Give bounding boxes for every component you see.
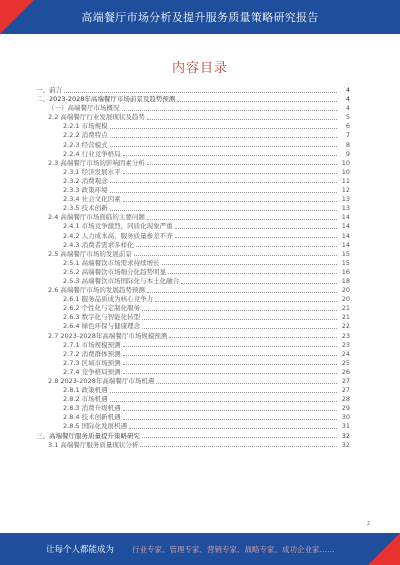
toc-entry-page: 14 [341,213,350,222]
toc-entry-page: 16 [341,267,350,276]
toc-leader-dots [142,437,337,438]
toc-entry[interactable] [36,332,350,341]
toc-entry[interactable] [36,368,350,377]
toc-entry[interactable] [36,186,350,195]
report-title: 高端餐厅市场分析及提升服务质量策略研究报告 [81,11,319,24]
toc-leader-dots [175,228,337,229]
toc-entry[interactable] [36,95,350,104]
toc-entry-label: 2.3.4 社会文化因素 [63,195,121,204]
toc-entry-label: 2.7.2 消费群体预测 [63,349,121,358]
toc-entry-page: 28 [341,395,350,404]
toc-leader-dots [147,292,337,293]
table-of-contents [36,86,350,450]
toc-entry-label: 2.8.2 市场机遇 [63,395,108,404]
toc-entry-label: 2.6.4 绿色环保与健康理念 [63,322,141,331]
toc-entry-page: 15 [341,249,350,258]
toc-entry-page: 21 [341,313,350,322]
toc-entry-label: 2.8.5 国际化发展机遇 [63,422,128,431]
toc-entry-page: 10 [341,167,350,176]
toc-entry[interactable] [36,441,350,450]
toc-entry-label: 2.6 高端餐厅市场的发展趋势预测 [48,286,145,295]
toc-leader-dots [123,364,337,365]
toc-entry-label: 2.6.3 数字化与智能化转型 [63,313,141,322]
toc-leader-dots [136,246,337,247]
toc-entry[interactable] [36,359,350,368]
toc-entry-page: 12 [341,186,350,195]
toc-entry-label: 2.3.2 消费观念 [63,176,108,185]
toc-entry-page: 32 [341,431,350,440]
toc-entry[interactable] [36,104,350,113]
toc-leader-dots [110,401,337,402]
footer-roles: 行业专家、管理专家、营销专家、战略专家、成功企业家…… [132,545,335,554]
toc-entry-label: 三、高端餐厅服务质量提升策略研究 [36,431,140,440]
toc-leader-dots [123,173,337,174]
toc-entry-label: 3.1 高端餐厅服务质量现状分析 [48,440,139,449]
toc-leader-dots [177,101,337,102]
toc-entry[interactable] [36,113,350,122]
toc-entry-label: 2.4.3 消费者需求多样化 [63,240,134,249]
toc-entry-label: 2.6.2 个性化与定制化服务 [63,304,141,313]
footer-slogan: 让每个人都能成为 [46,545,115,555]
toc-entry-page: 31 [341,422,350,431]
toc-entry-label: 2.4 高端餐厅市场面临的主要问题 [48,213,145,222]
toc-entry-page: 9 [345,149,350,158]
toc-entry-page: 30 [341,413,350,422]
toc-entry[interactable] [36,268,350,277]
toc-entry-label: 2.7.3 区域市场预测 [63,358,121,367]
toc-entry[interactable] [36,259,350,268]
toc-entry[interactable] [36,295,350,304]
toc-entry[interactable] [36,159,350,168]
toc-leader-dots [123,155,337,156]
toc-entry[interactable] [36,386,350,395]
toc-leader-dots [123,410,337,411]
toc-leader-dots [64,92,337,93]
toc-entry[interactable] [36,168,350,177]
toc-leader-dots [181,283,337,284]
toc-entry-label: 2.2 高端餐厅行业发展现状及趋势 [48,113,145,122]
toc-leader-dots [162,264,337,265]
toc-entry-page: 13 [341,204,350,213]
toc-entry[interactable] [36,131,350,140]
toc-entry[interactable] [36,141,350,150]
toc-entry[interactable] [36,432,350,441]
toc-entry-label: 2.2.4 行业竞争格局 [63,149,121,158]
toc-entry-page: 13 [341,195,350,204]
toc-entry-label: 2.6.1 服务品质成为核心竞争力 [63,295,154,304]
toc-entry-label: 2.5.3 高端餐饮市场国际化与本土化融合 [63,276,180,285]
toc-leader-dots [110,192,337,193]
toc-entry-label: 2.3.1 经济发展水平 [63,167,121,176]
toc-entry-label: 2.2.3 经营模式 [63,140,108,149]
toc-entry-label: 2.4.2 人力成本高，服务质量参差不齐 [63,231,173,240]
toc-entry-label: 2.7 2023-2028年高端餐厅市场规模预测 [48,331,168,340]
toc-entry-label: 2.8.1 政策机遇 [63,386,108,395]
toc-entry-page: 20 [341,286,350,295]
toc-entry-page: 22 [341,322,350,331]
toc-entry-page: 32 [341,440,350,449]
toc-leader-dots [110,146,337,147]
toc-leader-dots [142,310,337,311]
toc-entry-page: 5 [345,113,350,122]
toc-leader-dots [123,419,337,420]
toc-entry-page: 27 [341,386,350,395]
toc-entry-page: 23 [341,340,350,349]
toc-entry-page: 14 [341,231,350,240]
toc-entry[interactable] [36,322,350,331]
toc-entry-page: 4 [345,86,350,94]
toc-leader-dots [168,273,337,274]
toc-entry[interactable] [36,195,350,204]
toc-entry-page: 10 [341,158,350,167]
toc-entry[interactable] [36,304,350,313]
toc-leader-dots [175,237,337,238]
page-footer [0,533,400,565]
toc-entry-page: 27 [341,377,350,385]
toc-entry-page: 6 [345,122,350,131]
toc-entry-page: 21 [341,304,350,313]
toc-entry-label: 2.5 高端餐厅市场的发展前景 [48,249,132,258]
page-header [0,0,400,34]
toc-entry[interactable] [36,277,350,286]
toc-entry-label: 一、前言 [36,86,62,94]
toc-entry-page: 25 [341,358,350,367]
toc-entry-label: 2.5.1 高端餐饮市场需求持续增长 [63,258,160,267]
toc-entry[interactable] [36,204,350,213]
toc-entry-page: 14 [341,222,350,231]
toc-leader-dots [147,164,337,165]
toc-entry[interactable] [36,350,350,359]
toc-entry[interactable] [36,422,350,431]
toc-entry-page: 18 [341,276,350,285]
toc-leader-dots [110,128,337,129]
toc-entry[interactable] [36,222,350,231]
toc-entry[interactable] [36,250,350,259]
toc-entry[interactable] [36,341,350,350]
toc-leader-dots [169,337,337,338]
toc-leader-dots [156,383,337,384]
toc-leader-dots [110,210,337,211]
toc-leader-dots [110,182,337,183]
toc-entry-label: 2.2.2 消费特点 [63,131,108,140]
toc-entry-page: 24 [341,349,350,358]
toc-entry-page: 26 [341,367,350,376]
toc-entry[interactable] [36,177,350,186]
toc-leader-dots [147,219,337,220]
toc-entry[interactable] [36,395,350,404]
page-number: 2 [366,521,370,527]
toc-entry[interactable] [36,241,350,250]
toc-leader-dots [129,428,337,429]
toc-entry-page: 7 [345,131,350,140]
toc-heading: 内容目录 [171,61,228,76]
toc-leader-dots [142,319,337,320]
toc-entry-page: 11 [341,176,350,185]
toc-leader-dots [123,346,337,347]
toc-entry-label: 2.8.4 技术创新机遇 [63,413,121,422]
toc-leader-dots [110,392,337,393]
toc-entry[interactable] [36,232,350,241]
toc-entry-label: （一）高端餐厅市场概况 [48,104,120,113]
toc-leader-dots [147,119,337,120]
toc-entry-page: 4 [345,104,350,113]
toc-leader-dots [134,255,337,256]
toc-entry[interactable] [36,377,350,386]
toc-leader-dots [140,446,337,447]
toc-entry[interactable] [36,86,350,95]
toc-entry-label: 2.2.1 市场规模 [63,122,108,131]
toc-entry-label: 2.5.2 高端餐饮市场细分化趋势明显 [63,267,167,276]
toc-entry[interactable] [36,150,350,159]
toc-leader-dots [142,328,337,329]
toc-entry-page: 4 [345,95,350,104]
toc-leader-dots [123,373,337,374]
toc-entry-label: 2.3.5 技术创新 [63,204,108,213]
toc-entry-page: 20 [341,295,350,304]
toc-entry-label: 2.7.1 市场规模预测 [63,340,121,349]
toc-entry-page: 29 [341,404,350,413]
toc-entry-page: 14 [341,240,350,249]
toc-entry-label: 2.8 2023-2028年高端餐厅市场机遇 [48,377,155,385]
toc-entry-page: 15 [341,258,350,267]
toc-leader-dots [110,137,337,138]
toc-entry-label: 二、2023-2028年高端餐厅市场前景及趋势预测 [36,95,176,104]
toc-entry-label: 2.8.3 消费升级机遇 [63,404,121,413]
toc-leader-dots [123,201,337,202]
toc-entry-page: 8 [345,140,350,149]
toc-entry-label: 2.3.3 政策环境 [63,186,108,195]
toc-leader-dots [123,355,337,356]
toc-leader-dots [155,301,337,302]
footer-red-corner [368,533,400,565]
toc-entry-label: 2.4.1 市场竞争激烈，同质化现象严重 [63,222,173,231]
toc-entry-label: 2.3 高端餐厅市场的影响因素分析 [48,158,145,167]
toc-entry[interactable] [36,404,350,413]
toc-entry[interactable] [36,286,350,295]
toc-leader-dots [122,110,338,111]
toc-entry-label: 2.7.4 竞争格局预测 [63,367,121,376]
toc-entry-page: 23 [341,331,350,340]
